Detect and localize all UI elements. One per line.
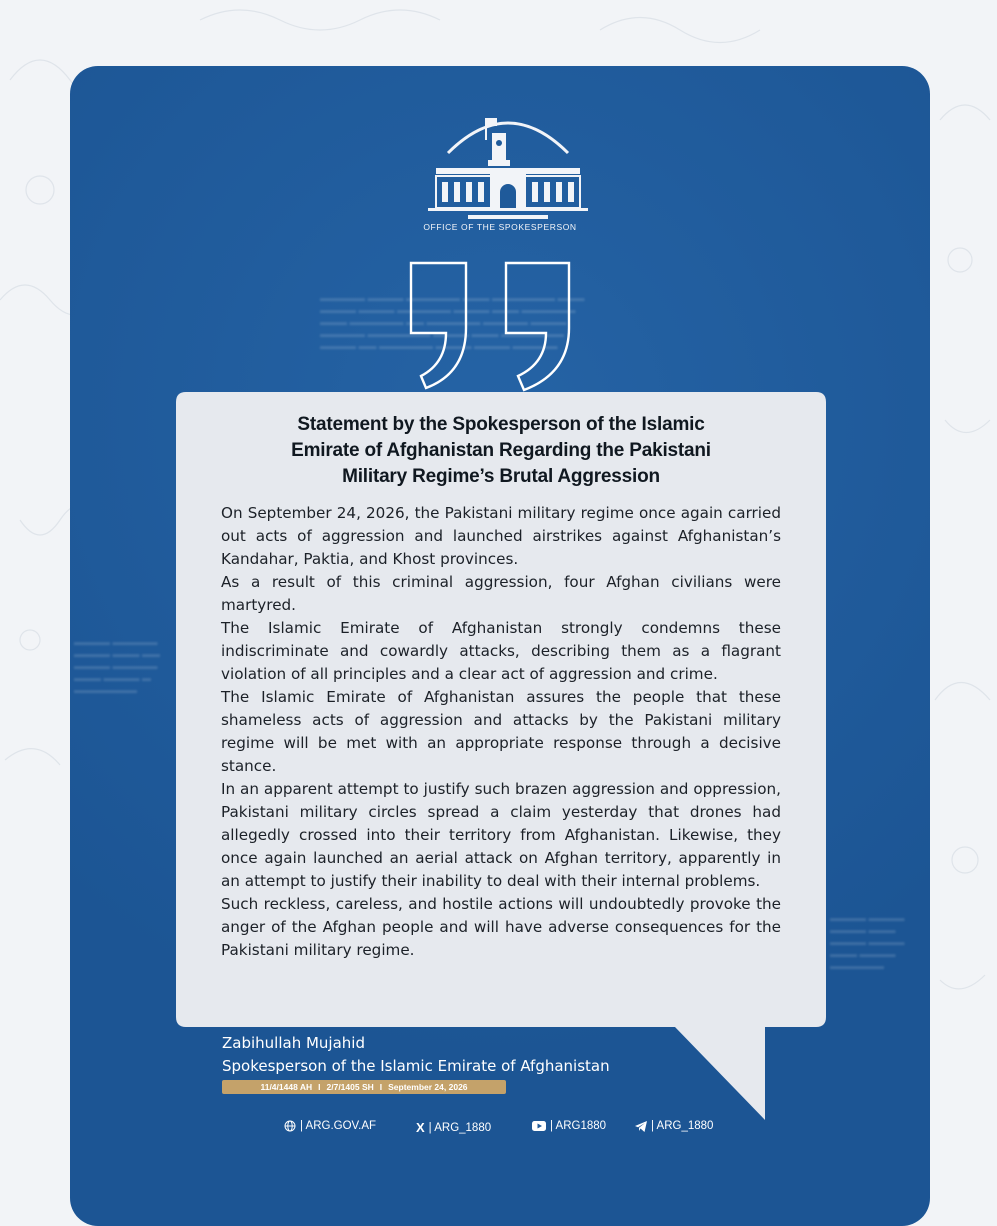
youtube-label: | ARG1880 [550,1120,607,1132]
x-label: | ARG_1880 [428,1121,492,1134]
x-logo-icon: X [416,1120,425,1135]
date-separator: I [318,1082,321,1092]
paragraph: The Islamic Emirate of Afghanistan strongly condemns these indiscriminate and cowardly attacks, describing them as a flagrant violation of all principles and a clear act of aggression and crime. [221,619,781,683]
x-link[interactable] [416,1120,491,1135]
office-name-label: OFFICE OF THE SPOKESPERSON [423,222,577,232]
title-line: Emirate of Afghanistan Regarding the Pakistani [291,440,711,461]
telegram-label: | ARG_1880 [651,1120,714,1132]
signature-title: Spokesperson of the Islamic Emirate of Afghanistan [222,1057,610,1075]
title-line: Military Regime’s Brutal Aggression [342,466,660,487]
faded-text-block: ​▬▬▬▬▬ ▬▬▬▬ ▬▬▬▬▬▬ ▬▬▬ ▬▬▬▬▬▬▬ ▬▬▬ ▬▬▬▬ ▬▬▬▬ ▬▬▬▬▬▬ ▬▬▬▬ ▬▬▬ ▬▬▬▬▬▬ ▬▬▬ ▬▬▬▬▬▬ ▬▬ ▬▬▬▬▬▬ ▬▬▬▬▬ ▬▬▬▬ ▬▬▬▬▬ ▬▬▬▬▬▬▬ ▬▬▬▬ ▬▬▬ ▬▬▬▬▬▬▬ ▬▬▬▬ ▬▬ ▬▬▬▬▬▬ ▬▬▬▬ ▬▬▬▬ ▬▬▬▬▬ [320,293,585,351]
date-bar [222,1080,506,1094]
youtube-link[interactable] [532,1120,606,1132]
hijri-lunar-date: 11/4/1448 AH [260,1082,313,1092]
telegram-icon [635,1121,647,1132]
statement-card [176,392,826,1027]
globe-icon [284,1120,296,1132]
title-line: Statement by the Spokesperson of the Islamic [297,414,705,435]
website-link[interactable] [284,1120,376,1132]
signature-name: Zabihullah Mujahid [222,1034,365,1052]
date-separator: I [379,1082,383,1092]
statement-title [176,412,826,490]
website-label: | ARG.GOV.AF [300,1120,377,1132]
gregorian-date: September 24, 2026 [388,1082,468,1092]
paragraph: In an apparent attempt to justify such brazen aggression and oppression, Pakistani military circles spread a claim yesterday that drones had allegedly crossed into their territory from Afghanistan. Likewise, they once again launched an aerial attack on Afghan territory, apparently in an attempt to justify their inability to deal with their internal problems. [221,780,781,890]
paragraph: On September 24, 2026, the Pakistani military regime once again carried out acts of aggression and launched airstrikes against Afghanistan’s Kandahar, Paktia, and Khost provinces. [221,504,781,568]
faded-text-block: ▬▬▬▬ ▬▬▬▬ ▬▬▬▬ ▬▬▬ ▬▬▬▬ ▬▬▬▬ ▬▬▬ ▬▬▬▬ ▬▬▬▬▬▬ [830,913,905,971]
hijri-solar-date: 2/7/1405 SH [326,1082,374,1092]
paragraph: As a result of this criminal aggression, four Afghan civilians were martyred. [221,573,781,614]
telegram-link[interactable] [635,1120,713,1132]
paragraph: The Islamic Emirate of Afghanistan assures the people that these shameless acts of aggression and attacks by the Pakistani military regime will be met with an appropriate response through a decisive stance. [221,688,781,775]
statement-body [221,502,781,962]
faded-text-block: ▬▬▬▬ ▬▬▬▬▬ ▬▬▬▬ ▬▬▬ ▬▬ ▬▬▬▬ ▬▬▬▬▬ ▬▬▬ ▬▬▬▬ ▬ ▬▬▬▬▬▬▬ [74,637,161,695]
youtube-icon [532,1121,546,1131]
paragraph: Such reckless, careless, and hostile actions will undoubtedly provoke the anger of the Afghan people and will have adverse consequences for the Pakistani military regime. [221,895,781,959]
